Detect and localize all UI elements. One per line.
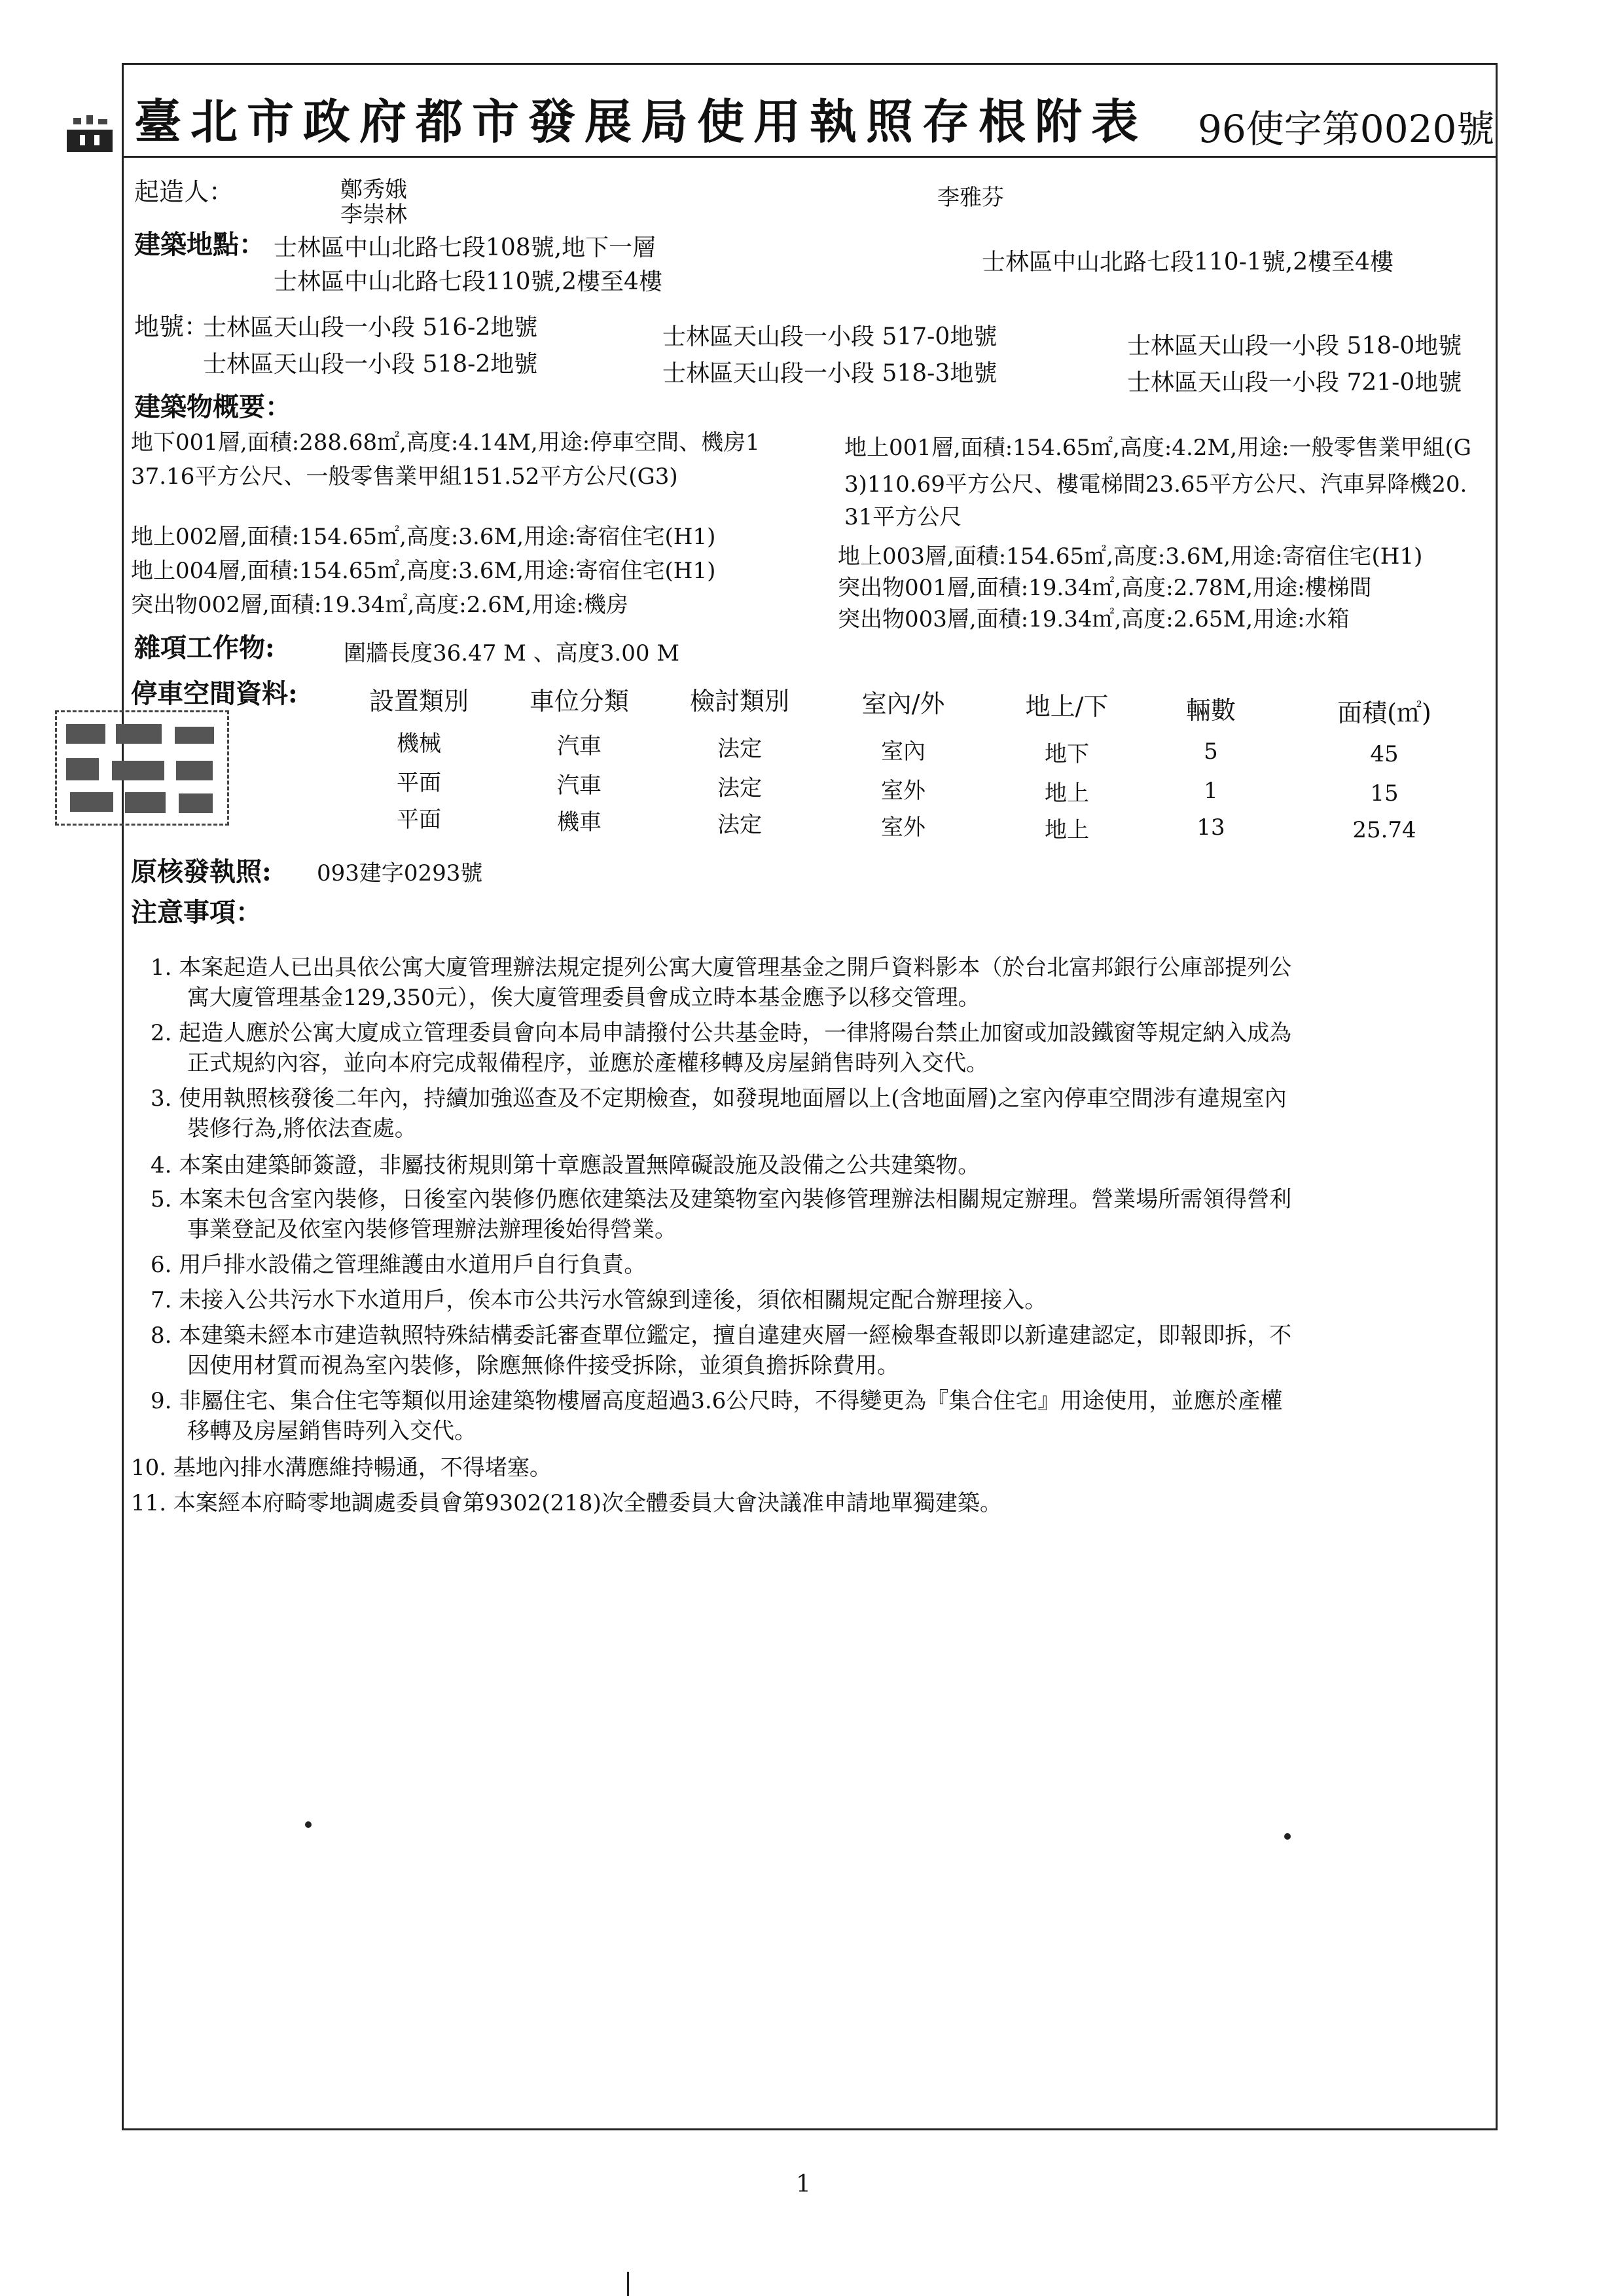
summary-right-line: 突出物003層,面積:19.34㎡,高度:2.65M,用途:水箱 [838,606,1350,632]
site-address-1: 士林區中山北路七段108號,地下一層 [274,234,656,261]
lot-item: 士林區天山段一小段 516-2地號 [203,314,538,341]
title-divider [122,156,1498,158]
summary-left-line: 突出物002層,面積:19.34㎡,高度:2.6M,用途:機房 [131,592,628,618]
note-line: 4. 本案由建築師簽證，非屬技術規則第十章應設置無障礙設施及設備之公共建築物。 [151,1152,980,1178]
notes-label: 注意事項： [131,897,262,928]
official-seal-icon [55,710,229,826]
parking-cell: 汽車 [557,733,602,759]
note-line: 移轉及房屋銷售時列入交代。 [187,1418,476,1444]
lot-item: 士林區天山段一小段 518-2地號 [203,351,538,378]
original-permit-label: 原核發執照: [131,856,272,887]
parking-cell: 平面 [397,770,441,796]
parking-cell: 45 [1370,741,1399,767]
page-title: 臺北市政府都市發展局使用執照存根附表 [134,94,1148,149]
parking-header: 設置類別 [369,687,469,716]
page-number: 1 [796,2171,811,2198]
builder-name-1: 鄭秀娥 [340,177,407,203]
note-line: 1. 本案起造人已出具依公寓大廈管理辦法規定提列公寓大廈管理基金之開戶資料影本（於台北富邦銀行公庫部提列公 [151,955,1292,981]
parking-cell: 室外 [881,778,926,804]
parking-cell: 5 [1204,738,1218,765]
parking-label: 停車空間資料: [131,678,298,709]
note-line: 7. 未接入公共污水下水道用戶，俟本市公共污水管線到達後，須依相關規定配合辦理接入。 [151,1287,1047,1313]
note-line: 因使用材質而視為室內裝修，除應無條件接受拆除，並須負擔拆除費用。 [187,1353,899,1379]
parking-cell: 室外 [881,814,926,841]
site-address-2: 士林區中山北路七段110號,2樓至4樓 [274,268,662,295]
summary-left-line: 地下001層,面積:288.68㎡,高度:4.14M,用途:停車空間、機房1 [131,429,760,456]
parking-cell: 25.74 [1352,817,1416,843]
summary-left-line: 37.16平方公尺、一般零售業甲組151.52平方公尺(G3) [131,464,678,490]
original-permit-value: 093建字0293號 [317,860,483,886]
parking-header: 地上/下 [1025,692,1109,721]
parking-cell: 地上 [1045,780,1089,807]
parking-header: 車位分類 [529,687,629,716]
scan-dot [1284,1833,1291,1840]
edge-stamp-icon [64,111,118,157]
scan-mark [627,2272,629,2296]
lot-item: 士林區天山段一小段 721-0地號 [1127,369,1462,396]
parking-header: 檢討類別 [689,687,789,716]
summary-left-line: 地上004層,面積:154.65㎡,高度:3.6M,用途:寄宿住宅(H1) [131,558,716,584]
note-line: 事業登記及依室內裝修管理辦法辦理後始得營業。 [187,1216,677,1243]
misc-label: 雜項工作物: [134,632,275,663]
site-label: 建築地點： [134,229,265,260]
parking-header: 輛數 [1185,696,1236,725]
parking-cell: 1 [1204,778,1218,804]
note-line: 寓大廈管理基金129,350元），俟大廈管理委員會成立時本基金應予以移交管理。 [187,985,980,1011]
misc-value: 圍牆長度36.47 M 、高度3.00 M [344,640,680,666]
parking-cell: 13 [1196,814,1225,841]
note-line: 11. 本案經本府畸零地調處委員會第9302(218)次全體委員大會決議准申請地單獨建築。 [131,1490,1002,1516]
parking-cell: 室內 [881,738,926,765]
parking-cell: 法定 [717,775,762,801]
parking-cell: 地下 [1045,741,1089,767]
parking-cell: 15 [1370,780,1399,807]
parking-header: 室內/外 [861,689,945,718]
note-line: 裝修行為,將依法查處。 [187,1116,417,1142]
parking-header: 面積(㎡) [1337,699,1431,727]
builder-name-2: 李崇林 [340,202,407,228]
parking-cell: 汽車 [557,773,602,799]
parking-cell: 法定 [717,812,762,838]
parking-cell: 機車 [557,809,602,835]
summary-right-line: 地上001層,面積:154.65㎡,高度:4.2M,用途:一般零售業甲組(G [844,435,1471,461]
scan-dot [305,1821,312,1828]
note-line: 5. 本案未包含室內裝修，日後室內裝修仍應依建築法及建築物室內裝修管理辦法相關規定辦理。營業場所需領得營利 [151,1186,1292,1212]
summary-right-line: 地上003層,面積:154.65㎡,高度:3.6M,用途:寄宿住宅(H1) [838,543,1423,570]
summary-right-line: 31平方公尺 [844,504,962,530]
site-address-3: 士林區中山北路七段110-1號,2樓至4樓 [982,249,1394,276]
note-line: 8. 本建築未經本市建造執照特殊結構委託審查單位鑑定，擅自違建夾層一經檢舉查報即以新違建認定，即報即拆，不 [151,1322,1292,1349]
permit-number: 96使字第0020號 [1198,107,1495,151]
lot-item: 士林區天山段一小段 518-0地號 [1127,333,1462,359]
builder-label: 起造人： [134,177,234,206]
parking-cell: 法定 [717,736,762,762]
parking-cell: 機械 [397,731,441,757]
note-line: 正式規約內容，並向本府完成報備程序，並應於產權移轉及房屋銷售時列入交代。 [187,1050,988,1076]
building-summary-label: 建築物概要： [134,392,291,422]
note-line: 2. 起造人應於公寓大廈成立管理委員會向本局申請撥付公共基金時，一律將陽台禁止加窗或加設鐵窗等規定納入成為 [151,1020,1292,1046]
parking-cell: 地上 [1045,817,1089,843]
lot-item: 士林區天山段一小段 517-0地號 [662,323,998,350]
lots-label: 地號： [134,312,209,341]
parking-cell: 平面 [397,807,441,833]
summary-right-line: 突出物001層,面積:19.34㎡,高度:2.78M,用途:樓梯間 [838,575,1372,601]
note-line: 10. 基地內排水溝應維持暢通，不得堵塞。 [131,1455,552,1481]
summary-right-line: 3)110.69平方公尺、樓電梯間23.65平方公尺、汽車昇降機20. [844,471,1467,498]
note-line: 6. 用戶排水設備之管理維護由水道用戶自行負責。 [151,1252,647,1278]
builder-name-3: 李雅芬 [937,185,1004,211]
note-line: 3. 使用執照核發後二年內，持續加強巡查及不定期檢查，如發現地面層以上(含地面層)之室內停車空間涉有違規室內 [151,1085,1287,1112]
lot-item: 士林區天山段一小段 518-3地號 [662,360,998,387]
summary-left-line: 地上002層,面積:154.65㎡,高度:3.6M,用途:寄宿住宅(H1) [131,524,716,550]
note-line: 9. 非屬住宅、集合住宅等類似用途建築物樓層高度超過3.6公尺時，不得變更為『集合住宅』用途使用，並應於產權 [151,1388,1283,1414]
